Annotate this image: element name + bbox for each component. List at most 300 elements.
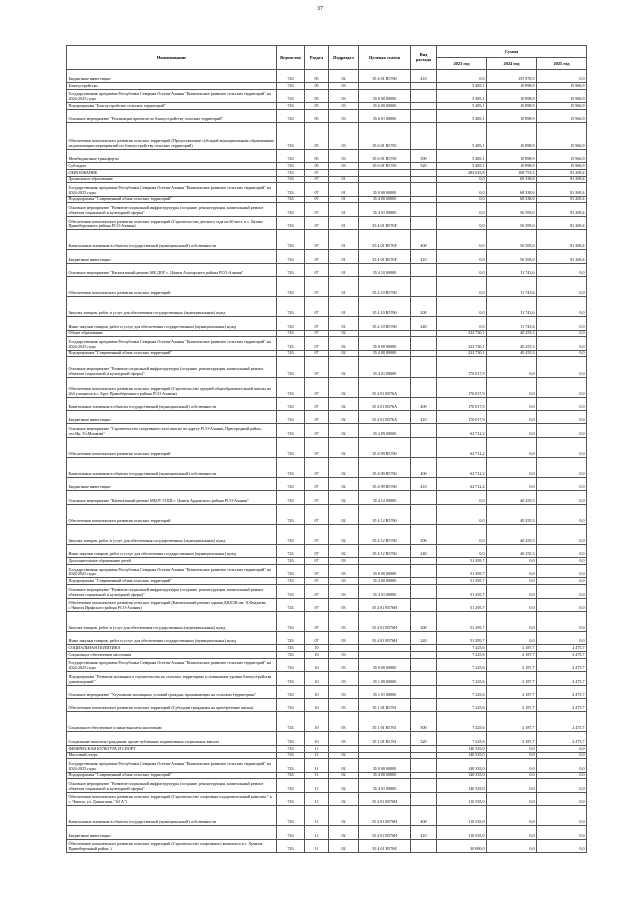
table-row	[67, 745, 587, 752]
row-sum-2025: 0,0	[537, 598, 587, 611]
row-name: Государственная программа Республики Северная Осетия-Алания "Комплексное развитие сельских территорий" на 2024-2025 годы	[67, 89, 277, 102]
row-podrazdel: 03	[329, 89, 359, 102]
row-sum-2024: 0,0	[487, 377, 537, 397]
row-razdel: 07	[305, 170, 329, 177]
row-sum-2024: 10 898,9	[487, 89, 537, 102]
row-podrazdel: 03	[329, 685, 359, 698]
row-razdel: 07	[305, 263, 329, 276]
row-podrazdel: 02	[329, 457, 359, 477]
table-row	[67, 203, 587, 216]
row-sum-2023: 7 225,6	[437, 658, 487, 671]
row-sum-2023: 62 712,2	[437, 478, 487, 491]
table-row	[67, 759, 587, 772]
row-sum-2024: 40 255,3	[487, 350, 537, 357]
row-sum-2024: 2 187,7	[487, 645, 537, 652]
row-vid-raskhoda: 410	[411, 826, 437, 839]
row-podrazdel: 01	[329, 250, 359, 263]
row-name: Обеспечение комплексного развития сельских территорий (Строительство спортивно-оздоровительный комплекс" в с. Чикола, ул. Дзанагаева, "63 А")	[67, 792, 277, 805]
row-sum-2024: 11 743,6	[487, 263, 537, 276]
row-sum-2023: 0,0	[437, 183, 487, 196]
row-vid-raskhoda: 400	[411, 230, 437, 250]
table-row	[67, 89, 587, 102]
row-razdel: 10	[305, 732, 329, 745]
row-sum-2023: 51 295,7	[437, 585, 487, 598]
row-celevaya-statya: 35 4 01 R576А	[359, 377, 411, 397]
row-sum-2023: 140 335,0	[437, 772, 487, 779]
table-row	[67, 82, 587, 89]
header-name: Наименование	[67, 46, 277, 70]
row-vid-raskhoda	[411, 839, 437, 852]
row-celevaya-statya: 35 4 00 00000	[359, 578, 411, 585]
row-razdel: 07	[305, 578, 329, 585]
row-vedomstvo: 743	[277, 176, 305, 183]
row-podrazdel	[329, 745, 359, 752]
row-vid-raskhoda	[411, 176, 437, 183]
row-vid-raskhoda	[411, 558, 437, 565]
row-vedomstvo: 743	[277, 752, 305, 759]
row-name: Подпрограмма "Современный облик сельских территорий"	[67, 350, 277, 357]
row-vedomstvo: 743	[277, 263, 305, 276]
row-name: Капитальные вложения в объекты государственной (муниципальной) собственности	[67, 230, 277, 250]
row-sum-2023: 5 485,1	[437, 109, 487, 122]
row-sum-2024: 0,0	[487, 752, 537, 759]
row-vid-raskhoda: 300	[411, 712, 437, 732]
row-razdel: 07	[305, 585, 329, 598]
row-sum-2025: 0,0	[537, 317, 587, 330]
row-sum-2025: 0,0	[537, 792, 587, 805]
row-name: Бюджетные инвестиции	[67, 250, 277, 263]
row-sum-2025: 0,0	[537, 558, 587, 565]
row-sum-2023: 232 730,1	[437, 350, 487, 357]
row-vedomstvo: 743	[277, 330, 305, 337]
row-sum-2024: 0,0	[487, 424, 537, 437]
row-sum-2024: 10 898,9	[487, 109, 537, 122]
row-vid-raskhoda	[411, 203, 437, 216]
row-vid-raskhoda	[411, 89, 437, 102]
row-vedomstvo: 743	[277, 377, 305, 397]
row-vid-raskhoda	[411, 350, 437, 357]
row-sum-2023: 0,0	[437, 544, 487, 557]
row-podrazdel: 02	[329, 772, 359, 779]
row-podrazdel: 02	[329, 491, 359, 504]
row-name: Обеспечение комплексного развития сельских территорий (Субсидии гражданам на приобретение жилья)	[67, 698, 277, 711]
row-vedomstvo: 743	[277, 250, 305, 263]
row-sum-2023: 0,0	[437, 69, 487, 82]
row-sum-2025: 0,0	[537, 397, 587, 410]
row-celevaya-statya	[359, 330, 411, 337]
row-celevaya-statya: 35 4 01 00000	[359, 357, 411, 377]
row-sum-2023: 5 485,1	[437, 163, 487, 170]
row-celevaya-statya: 35 6 01 R5765	[359, 149, 411, 162]
row-razdel: 10	[305, 685, 329, 698]
row-celevaya-statya: 35 4 09 00000	[359, 424, 411, 437]
row-razdel: 07	[305, 437, 329, 457]
row-sum-2025: 0,0	[537, 297, 587, 317]
row-sum-2023: 7 225,6	[437, 672, 487, 685]
row-sum-2023: 140 335,0	[437, 759, 487, 772]
row-podrazdel	[329, 645, 359, 652]
row-vedomstvo: 743	[277, 411, 305, 424]
row-sum-2025: 0,0	[537, 424, 587, 437]
row-sum-2024: 0,0	[487, 611, 537, 631]
table-row	[67, 183, 587, 196]
row-name: Иные закупки товаров, работ и услуг для обеспечения государственных (муниципальных) нужд	[67, 317, 277, 330]
row-sum-2023: 5 485,1	[437, 103, 487, 110]
row-vedomstvo: 743	[277, 558, 305, 565]
row-podrazdel: 02	[329, 806, 359, 826]
row-podrazdel: 02	[329, 330, 359, 337]
row-vedomstvo: 743	[277, 149, 305, 162]
table-row	[67, 478, 587, 491]
row-vid-raskhoda: 200	[411, 297, 437, 317]
row-celevaya-statya: 35 6 01 R5765	[359, 123, 411, 150]
row-sum-2025: 0,0	[537, 565, 587, 578]
row-sum-2025: 0,0	[537, 377, 587, 397]
row-name: Государственная программа Республики Северная Осетия-Алания "Комплексное развитие сельских территорий" на 2024-2025 годы	[67, 337, 277, 350]
table-row	[67, 806, 587, 826]
row-name: Основное мероприятие "Развитие социальной инфраструктуры (создание, реконструкция, капитальный ремонт объектов социальной и культурной сферы)"	[67, 779, 277, 792]
row-razdel: 10	[305, 658, 329, 671]
row-vid-raskhoda	[411, 123, 437, 150]
row-name: Подпрограмма "Развитие жилищного строительства на сельских территориях и повышение уровня благоустройства домовладений "	[67, 672, 277, 685]
row-podrazdel: 03	[329, 565, 359, 578]
row-sum-2025: 0,0	[537, 759, 587, 772]
header-2024: 2024 год	[487, 57, 537, 69]
row-celevaya-statya: 35 0 00 00000	[359, 337, 411, 350]
row-razdel: 07	[305, 330, 329, 337]
header-celevaya-statya: Целевая статья	[359, 46, 411, 70]
header-vedomstvo: Ведомство	[277, 46, 305, 70]
row-sum-2023: 170 017,9	[437, 397, 487, 410]
table-row	[67, 230, 587, 250]
row-celevaya-statya: 35 4 01 R576F	[359, 250, 411, 263]
row-vid-raskhoda	[411, 759, 437, 772]
row-podrazdel: 03	[329, 712, 359, 732]
row-vid-raskhoda	[411, 183, 437, 196]
row-celevaya-statya: 35 4 01 R576Н	[359, 632, 411, 645]
row-name: Субсидии	[67, 163, 277, 170]
row-celevaya-statya: 35 4 12 00000	[359, 491, 411, 504]
row-vid-raskhoda: 410	[411, 478, 437, 491]
row-vedomstvo: 743	[277, 183, 305, 196]
row-sum-2025: 81 269,4	[537, 230, 587, 250]
row-vedomstvo: 743	[277, 826, 305, 839]
row-celevaya-statya: 35 4 10 00000	[359, 263, 411, 276]
row-celevaya-statya: 35 4 01 R576Н	[359, 792, 411, 805]
header-vid-raskhoda: Вид расхода	[411, 46, 437, 70]
row-razdel: 07	[305, 558, 329, 565]
row-vid-raskhoda	[411, 504, 437, 524]
row-podrazdel: 03	[329, 598, 359, 611]
row-sum-2025: 2 475,7	[537, 672, 587, 685]
row-vid-raskhoda	[411, 196, 437, 203]
row-podrazdel: 02	[329, 437, 359, 457]
row-name: Массовый спорт	[67, 752, 277, 759]
row-podrazdel: 02	[329, 478, 359, 491]
row-celevaya-statya: 35 4 00 00000	[359, 350, 411, 357]
row-razdel: 11	[305, 759, 329, 772]
row-name: Бюджетные инвестиции	[67, 826, 277, 839]
row-name: Бюджетные инвестиции	[67, 411, 277, 424]
row-sum-2025: 15 966,9	[537, 103, 587, 110]
row-sum-2025: 81 269,4	[537, 183, 587, 196]
row-celevaya-statya: 35 4 01 R576А	[359, 411, 411, 424]
header-2025: 2025 год	[537, 57, 587, 69]
row-name: Подпрограмма "Современный облик сельских территорий"	[67, 772, 277, 779]
row-celevaya-statya: 35 4 01 00000	[359, 585, 411, 598]
row-sum-2024: 0,0	[487, 632, 537, 645]
table-row	[67, 277, 587, 297]
row-sum-2024: 68 338,6	[487, 196, 537, 203]
row-name: Социальное обеспечение населения	[67, 652, 277, 659]
row-vedomstvo: 743	[277, 230, 305, 250]
row-podrazdel: 03	[329, 163, 359, 170]
row-name: Обеспечение комплексного развития сельских территорий (Строительство детского сада на 60 мест, в с. Батако Правобережного района РСО-Алания)	[67, 216, 277, 229]
table-row	[67, 752, 587, 759]
row-celevaya-statya: 35 6 00 00000	[359, 103, 411, 110]
row-vedomstvo: 743	[277, 772, 305, 779]
row-name: Закупка товаров, работ и услуг для обеспечения государственных (муниципальных) нужд	[67, 297, 277, 317]
row-razdel: 11	[305, 806, 329, 826]
row-razdel: 11	[305, 745, 329, 752]
row-razdel: 07	[305, 611, 329, 631]
row-celevaya-statya: 35 0 00 00000	[359, 759, 411, 772]
row-vid-raskhoda: 410	[411, 250, 437, 263]
table-row	[67, 170, 587, 177]
row-vedomstvo: 743	[277, 297, 305, 317]
row-name: Основное мероприятие "Реализация проектов по благоустройству сельских территорий"	[67, 109, 277, 122]
row-vedomstvo: 743	[277, 277, 305, 297]
row-sum-2024: 68 338,6	[487, 183, 537, 196]
row-vid-raskhoda: 240	[411, 317, 437, 330]
row-sum-2024: 0,0	[487, 772, 537, 779]
row-razdel: 11	[305, 779, 329, 792]
table-row	[67, 772, 587, 779]
row-name: Капитальные вложения в объекты государственной (муниципальной) собственности	[67, 806, 277, 826]
row-razdel: 05	[305, 103, 329, 110]
row-vedomstvo: 743	[277, 524, 305, 544]
row-sum-2023: 51 295,7	[437, 611, 487, 631]
row-vid-raskhoda	[411, 578, 437, 585]
row-vid-raskhoda: 400	[411, 397, 437, 410]
row-celevaya-statya: 35 6 01 00000	[359, 109, 411, 122]
row-sum-2025: 0,0	[537, 69, 587, 82]
row-name: Иные закупки товаров, работ и услуг для обеспечения государственных (муниципальных) нужд	[67, 544, 277, 557]
row-name: Обеспечение комплексного развития сельских территорий	[67, 277, 277, 297]
row-celevaya-statya: 35 4 12 R5760	[359, 544, 411, 557]
row-sum-2023: 170 017,9	[437, 357, 487, 377]
row-sum-2025: 2 475,7	[537, 712, 587, 732]
row-celevaya-statya	[359, 176, 411, 183]
row-sum-2024: 0,0	[487, 759, 537, 772]
row-vedomstvo: 743	[277, 672, 305, 685]
row-sum-2025: 2 475,7	[537, 652, 587, 659]
table-row	[67, 598, 587, 611]
row-celevaya-statya	[359, 652, 411, 659]
row-razdel: 07	[305, 297, 329, 317]
row-celevaya-statya: 35 4 09 R5760	[359, 457, 411, 477]
budget-table	[66, 45, 587, 853]
row-vid-raskhoda	[411, 672, 437, 685]
row-vid-raskhoda: 500	[411, 149, 437, 162]
row-sum-2024: 11 743,6	[487, 317, 537, 330]
row-vid-raskhoda	[411, 103, 437, 110]
row-vedomstvo: 743	[277, 806, 305, 826]
row-vedomstvo: 743	[277, 478, 305, 491]
table-row	[67, 632, 587, 645]
row-sum-2025: 2 475,7	[537, 732, 587, 745]
row-sum-2025: 0,0	[537, 585, 587, 598]
row-sum-2025: 15 966,9	[537, 163, 587, 170]
row-podrazdel: 02	[329, 839, 359, 852]
row-sum-2023: 232 730,1	[437, 330, 487, 337]
row-celevaya-statya: 35 4 09 R5760	[359, 478, 411, 491]
row-celevaya-statya: 35 4 12 R5760	[359, 524, 411, 544]
row-sum-2024: 0,0	[487, 792, 537, 805]
table-row	[67, 504, 587, 524]
row-podrazdel: 01	[329, 263, 359, 276]
row-name: Государственная программа Республики Северная Осетия-Алания "Комплексное развитие сельских территорий" на 2024-2025 годы	[67, 759, 277, 772]
row-podrazdel: 02	[329, 524, 359, 544]
table-row	[67, 732, 587, 745]
row-podrazdel	[329, 170, 359, 177]
row-razdel: 07	[305, 632, 329, 645]
row-sum-2023: 0,0	[437, 216, 487, 229]
row-vedomstvo: 743	[277, 350, 305, 357]
row-sum-2025: 0,0	[537, 504, 587, 524]
row-podrazdel: 03	[329, 658, 359, 671]
table-row	[67, 397, 587, 410]
row-sum-2025: 0,0	[537, 277, 587, 297]
row-vid-raskhoda	[411, 109, 437, 122]
row-sum-2025: 0,0	[537, 779, 587, 792]
table-row	[67, 544, 587, 557]
row-name: Государственная программа Республики Северная Осетия-Алания "Комплексное развитие сельских территорий" на 2024-2025 годы	[67, 565, 277, 578]
row-sum-2023: 5 485,1	[437, 149, 487, 162]
row-vedomstvo: 743	[277, 216, 305, 229]
row-vid-raskhoda: 320	[411, 732, 437, 745]
row-name: Благоустройство	[67, 82, 277, 89]
row-podrazdel: 02	[329, 411, 359, 424]
row-sum-2023: 0,0	[437, 504, 487, 524]
row-vedomstvo: 743	[277, 103, 305, 110]
row-name: Бюджетные инвестиции	[67, 478, 277, 491]
row-sum-2023: 0,0	[437, 524, 487, 544]
row-sum-2023: 51 295,7	[437, 578, 487, 585]
row-vedomstvo: 743	[277, 163, 305, 170]
table-row	[67, 524, 587, 544]
row-vedomstvo: 743	[277, 685, 305, 698]
table-row	[67, 652, 587, 659]
row-podrazdel: 02	[329, 504, 359, 524]
row-celevaya-statya: 35 4 01 R576F	[359, 230, 411, 250]
row-celevaya-statya: 35 4 10 R5760	[359, 277, 411, 297]
table-row	[67, 558, 587, 565]
table-row	[67, 216, 587, 229]
row-sum-2023: 140 335,0	[437, 779, 487, 792]
row-vedomstvo: 743	[277, 611, 305, 631]
row-vedomstvo: 743	[277, 585, 305, 598]
row-sum-2024: 10 898,9	[487, 149, 537, 162]
row-name: Дополнительное образование детей	[67, 558, 277, 565]
row-sum-2023: 0,0	[437, 263, 487, 276]
row-vedomstvo: 743	[277, 424, 305, 437]
row-celevaya-statya	[359, 82, 411, 89]
row-sum-2024: 0,0	[487, 598, 537, 611]
row-podrazdel: 02	[329, 826, 359, 839]
table-row	[67, 263, 587, 276]
row-razdel: 07	[305, 357, 329, 377]
row-sum-2024: 0,0	[487, 839, 537, 852]
table-row	[67, 109, 587, 122]
row-razdel: 07	[305, 350, 329, 357]
row-sum-2023: 110 535,0	[437, 806, 487, 826]
row-sum-2023: 0,0	[437, 277, 487, 297]
row-vedomstvo: 743	[277, 123, 305, 150]
row-podrazdel: 03	[329, 82, 359, 89]
row-podrazdel: 03	[329, 672, 359, 685]
row-celevaya-statya	[359, 645, 411, 652]
row-sum-2024: 40 255,3	[487, 330, 537, 337]
row-podrazdel: 01	[329, 176, 359, 183]
row-razdel: 07	[305, 196, 329, 203]
row-vedomstvo: 743	[277, 504, 305, 524]
row-vedomstvo: 743	[277, 645, 305, 652]
row-sum-2023: 51 295,7	[437, 598, 487, 611]
table-row	[67, 685, 587, 698]
row-sum-2025: 0,0	[537, 839, 587, 852]
row-vedomstvo: 743	[277, 357, 305, 377]
row-name: Общее образование	[67, 330, 277, 337]
row-podrazdel: 02	[329, 792, 359, 805]
row-vid-raskhoda	[411, 337, 437, 350]
row-razdel: 05	[305, 109, 329, 122]
row-name: Основное мероприятие "Развитие социальной инфраструктуры (создание, реконструкция, капитальный ремонт объектов социальной и культурной сферы)"	[67, 585, 277, 598]
header-podrazdel: Подраздел	[329, 46, 359, 70]
table-row	[67, 565, 587, 578]
row-name: Дошкольное образование	[67, 176, 277, 183]
row-sum-2024: 155 978,5	[487, 69, 537, 82]
row-sum-2025: 0,0	[537, 357, 587, 377]
row-razdel: 07	[305, 457, 329, 477]
table-row	[67, 611, 587, 631]
row-sum-2024: 0,0	[487, 397, 537, 410]
row-vid-raskhoda	[411, 263, 437, 276]
row-name: Подпрограмма "Современный облик сельских территорий"	[67, 196, 277, 203]
row-razdel: 11	[305, 752, 329, 759]
row-sum-2025: 0,0	[537, 491, 587, 504]
row-podrazdel: 02	[329, 397, 359, 410]
table-row	[67, 645, 587, 652]
row-podrazdel: 01	[329, 203, 359, 216]
row-sum-2024: 0,0	[487, 357, 537, 377]
row-name: Основное мероприятие "Капитальный ремонт МБОУ СОШ с. Цмити Ардонского района РСО-Алания"	[67, 491, 277, 504]
row-vid-raskhoda	[411, 277, 437, 297]
row-podrazdel: 03	[329, 558, 359, 565]
row-sum-2025: 81 269,4	[537, 170, 587, 177]
row-name: Государственная программа Республики Северная Осетия-Алания "Комплексное развитие сельских территорий" на 2024-2025 годы	[67, 183, 277, 196]
row-sum-2023: 62 712,2	[437, 437, 487, 457]
row-razdel: 07	[305, 216, 329, 229]
row-razdel: 05	[305, 69, 329, 82]
row-sum-2025: 0,0	[537, 437, 587, 457]
row-name: Государственная программа Республики Северная Осетия-Алания "Комплексное развитие сельских территорий" на 2024-2025 годы	[67, 658, 277, 671]
row-sum-2025: 0,0	[537, 263, 587, 276]
row-sum-2024: 0,0	[487, 411, 537, 424]
row-razdel: 07	[305, 524, 329, 544]
page-number: 37	[317, 6, 323, 12]
row-celevaya-statya	[359, 745, 411, 752]
